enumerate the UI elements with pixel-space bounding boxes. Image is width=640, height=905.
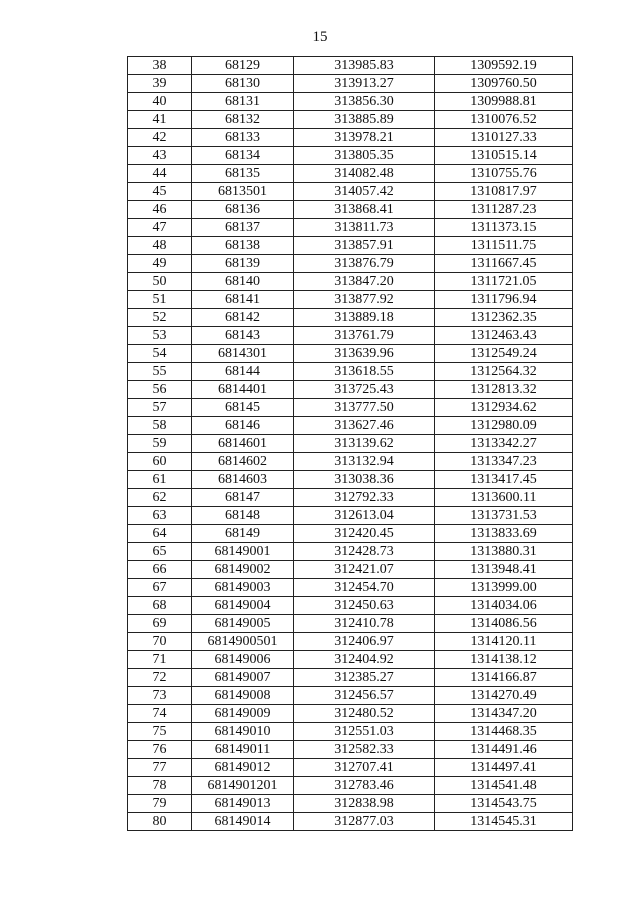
point-id-cell: 68139 (192, 255, 294, 273)
row-number-cell: 45 (128, 183, 192, 201)
row-number-cell: 68 (128, 597, 192, 615)
table-row (128, 669, 573, 687)
table-row (128, 327, 573, 345)
y-coordinate-cell: 1309592.19 (435, 57, 573, 75)
point-id-cell: 68138 (192, 237, 294, 255)
table-row (128, 687, 573, 705)
row-number-cell: 61 (128, 471, 192, 489)
y-coordinate-cell: 1314120.11 (435, 633, 573, 651)
table-row (128, 201, 573, 219)
x-coordinate-cell: 312792.33 (294, 489, 435, 507)
x-coordinate-cell: 313877.92 (294, 291, 435, 309)
table-row (128, 345, 573, 363)
y-coordinate-cell: 1314347.20 (435, 705, 573, 723)
point-id-cell: 68132 (192, 111, 294, 129)
table-row (128, 381, 573, 399)
y-coordinate-cell: 1311796.94 (435, 291, 573, 309)
row-number-cell: 44 (128, 165, 192, 183)
row-number-cell: 51 (128, 291, 192, 309)
table-row (128, 219, 573, 237)
point-id-cell: 68149001 (192, 543, 294, 561)
table-row (128, 363, 573, 381)
point-id-cell: 68131 (192, 93, 294, 111)
y-coordinate-cell: 1311511.75 (435, 237, 573, 255)
y-coordinate-cell: 1310076.52 (435, 111, 573, 129)
row-number-cell: 67 (128, 579, 192, 597)
table-row (128, 57, 573, 75)
table-row (128, 255, 573, 273)
table-row (128, 597, 573, 615)
y-coordinate-cell: 1310127.33 (435, 129, 573, 147)
row-number-cell: 49 (128, 255, 192, 273)
table-row (128, 237, 573, 255)
point-id-cell: 68149013 (192, 795, 294, 813)
y-coordinate-cell: 1309760.50 (435, 75, 573, 93)
point-id-cell: 68136 (192, 201, 294, 219)
x-coordinate-cell: 313777.50 (294, 399, 435, 417)
y-coordinate-cell: 1312463.43 (435, 327, 573, 345)
x-coordinate-cell: 312783.46 (294, 777, 435, 795)
point-id-cell: 68135 (192, 165, 294, 183)
point-id-cell: 68149005 (192, 615, 294, 633)
y-coordinate-cell: 1312549.24 (435, 345, 573, 363)
row-number-cell: 63 (128, 507, 192, 525)
point-id-cell: 6814601 (192, 435, 294, 453)
row-number-cell: 73 (128, 687, 192, 705)
point-id-cell: 6814401 (192, 381, 294, 399)
point-id-cell: 68149007 (192, 669, 294, 687)
row-number-cell: 42 (128, 129, 192, 147)
table-row (128, 813, 573, 831)
row-number-cell: 72 (128, 669, 192, 687)
point-id-cell: 68149004 (192, 597, 294, 615)
y-coordinate-cell: 1314270.49 (435, 687, 573, 705)
y-coordinate-cell: 1312934.62 (435, 399, 573, 417)
row-number-cell: 39 (128, 75, 192, 93)
table-row (128, 705, 573, 723)
table-row (128, 129, 573, 147)
table-row (128, 183, 573, 201)
y-coordinate-cell: 1312362.35 (435, 309, 573, 327)
table-row (128, 435, 573, 453)
table-row (128, 291, 573, 309)
x-coordinate-cell: 314082.48 (294, 165, 435, 183)
point-id-cell: 68144 (192, 363, 294, 381)
point-id-cell: 6814901201 (192, 777, 294, 795)
table-row (128, 615, 573, 633)
x-coordinate-cell: 312428.73 (294, 543, 435, 561)
y-coordinate-cell: 1314545.31 (435, 813, 573, 831)
point-id-cell: 68145 (192, 399, 294, 417)
table-row (128, 723, 573, 741)
x-coordinate-cell: 313639.96 (294, 345, 435, 363)
row-number-cell: 65 (128, 543, 192, 561)
point-id-cell: 68146 (192, 417, 294, 435)
y-coordinate-cell: 1312980.09 (435, 417, 573, 435)
y-coordinate-cell: 1310515.14 (435, 147, 573, 165)
table-row (128, 561, 573, 579)
row-number-cell: 69 (128, 615, 192, 633)
table-row (128, 489, 573, 507)
y-coordinate-cell: 1313999.00 (435, 579, 573, 597)
point-id-cell: 6813501 (192, 183, 294, 201)
coordinates-table (127, 56, 573, 831)
y-coordinate-cell: 1314034.06 (435, 597, 573, 615)
y-coordinate-cell: 1313948.41 (435, 561, 573, 579)
x-coordinate-cell: 313038.36 (294, 471, 435, 489)
coordinates-table-body (128, 57, 573, 831)
table-row (128, 777, 573, 795)
point-id-cell: 68149002 (192, 561, 294, 579)
point-id-cell: 6814900501 (192, 633, 294, 651)
y-coordinate-cell: 1313417.45 (435, 471, 573, 489)
row-number-cell: 41 (128, 111, 192, 129)
row-number-cell: 62 (128, 489, 192, 507)
y-coordinate-cell: 1314138.12 (435, 651, 573, 669)
y-coordinate-cell: 1311373.15 (435, 219, 573, 237)
x-coordinate-cell: 313805.35 (294, 147, 435, 165)
point-id-cell: 68149009 (192, 705, 294, 723)
table-row (128, 399, 573, 417)
x-coordinate-cell: 313885.89 (294, 111, 435, 129)
point-id-cell: 68149003 (192, 579, 294, 597)
row-number-cell: 79 (128, 795, 192, 813)
point-id-cell: 68149012 (192, 759, 294, 777)
table-row (128, 651, 573, 669)
point-id-cell: 68142 (192, 309, 294, 327)
row-number-cell: 59 (128, 435, 192, 453)
row-number-cell: 57 (128, 399, 192, 417)
x-coordinate-cell: 313627.46 (294, 417, 435, 435)
y-coordinate-cell: 1313833.69 (435, 525, 573, 543)
row-number-cell: 75 (128, 723, 192, 741)
table-row (128, 147, 573, 165)
table-row (128, 795, 573, 813)
point-id-cell: 6814602 (192, 453, 294, 471)
x-coordinate-cell: 312877.03 (294, 813, 435, 831)
point-id-cell: 68134 (192, 147, 294, 165)
table-row (128, 633, 573, 651)
point-id-cell: 68148 (192, 507, 294, 525)
point-id-cell: 6814603 (192, 471, 294, 489)
row-number-cell: 50 (128, 273, 192, 291)
point-id-cell: 68149010 (192, 723, 294, 741)
x-coordinate-cell: 313889.18 (294, 309, 435, 327)
table-row (128, 525, 573, 543)
y-coordinate-cell: 1314543.75 (435, 795, 573, 813)
table-row (128, 507, 573, 525)
row-number-cell: 46 (128, 201, 192, 219)
x-coordinate-cell: 312385.27 (294, 669, 435, 687)
point-id-cell: 68149 (192, 525, 294, 543)
point-id-cell: 68140 (192, 273, 294, 291)
point-id-cell: 68149006 (192, 651, 294, 669)
x-coordinate-cell: 312410.78 (294, 615, 435, 633)
row-number-cell: 54 (128, 345, 192, 363)
y-coordinate-cell: 1313342.27 (435, 435, 573, 453)
row-number-cell: 77 (128, 759, 192, 777)
table-row (128, 417, 573, 435)
x-coordinate-cell: 313856.30 (294, 93, 435, 111)
y-coordinate-cell: 1312813.32 (435, 381, 573, 399)
point-id-cell: 68129 (192, 57, 294, 75)
row-number-cell: 40 (128, 93, 192, 111)
row-number-cell: 76 (128, 741, 192, 759)
x-coordinate-cell: 313618.55 (294, 363, 435, 381)
y-coordinate-cell: 1313880.31 (435, 543, 573, 561)
point-id-cell: 68130 (192, 75, 294, 93)
row-number-cell: 60 (128, 453, 192, 471)
point-id-cell: 68149014 (192, 813, 294, 831)
y-coordinate-cell: 1314541.48 (435, 777, 573, 795)
point-id-cell: 68141 (192, 291, 294, 309)
x-coordinate-cell: 313913.27 (294, 75, 435, 93)
y-coordinate-cell: 1313600.11 (435, 489, 573, 507)
y-coordinate-cell: 1311287.23 (435, 201, 573, 219)
point-id-cell: 68143 (192, 327, 294, 345)
row-number-cell: 70 (128, 633, 192, 651)
x-coordinate-cell: 312582.33 (294, 741, 435, 759)
y-coordinate-cell: 1314166.87 (435, 669, 573, 687)
table-row (128, 741, 573, 759)
y-coordinate-cell: 1310817.97 (435, 183, 573, 201)
row-number-cell: 78 (128, 777, 192, 795)
x-coordinate-cell: 313868.41 (294, 201, 435, 219)
y-coordinate-cell: 1312564.32 (435, 363, 573, 381)
y-coordinate-cell: 1309988.81 (435, 93, 573, 111)
point-id-cell: 68149011 (192, 741, 294, 759)
row-number-cell: 66 (128, 561, 192, 579)
table-row (128, 309, 573, 327)
row-number-cell: 43 (128, 147, 192, 165)
point-id-cell: 68147 (192, 489, 294, 507)
page-number: 15 (312, 29, 328, 45)
row-number-cell: 56 (128, 381, 192, 399)
table-row (128, 453, 573, 471)
table-row (128, 165, 573, 183)
row-number-cell: 74 (128, 705, 192, 723)
row-number-cell: 71 (128, 651, 192, 669)
x-coordinate-cell: 312404.92 (294, 651, 435, 669)
y-coordinate-cell: 1311667.45 (435, 255, 573, 273)
x-coordinate-cell: 313847.20 (294, 273, 435, 291)
x-coordinate-cell: 313811.73 (294, 219, 435, 237)
row-number-cell: 47 (128, 219, 192, 237)
y-coordinate-cell: 1310755.76 (435, 165, 573, 183)
x-coordinate-cell: 312456.57 (294, 687, 435, 705)
table-row (128, 759, 573, 777)
point-id-cell: 68133 (192, 129, 294, 147)
x-coordinate-cell: 312613.04 (294, 507, 435, 525)
x-coordinate-cell: 312838.98 (294, 795, 435, 813)
x-coordinate-cell: 312480.52 (294, 705, 435, 723)
row-number-cell: 53 (128, 327, 192, 345)
y-coordinate-cell: 1313731.53 (435, 507, 573, 525)
x-coordinate-cell: 313985.83 (294, 57, 435, 75)
y-coordinate-cell: 1314086.56 (435, 615, 573, 633)
x-coordinate-cell: 313978.21 (294, 129, 435, 147)
point-id-cell: 6814301 (192, 345, 294, 363)
x-coordinate-cell: 312420.45 (294, 525, 435, 543)
y-coordinate-cell: 1314468.35 (435, 723, 573, 741)
row-number-cell: 48 (128, 237, 192, 255)
row-number-cell: 58 (128, 417, 192, 435)
x-coordinate-cell: 313132.94 (294, 453, 435, 471)
table-row (128, 543, 573, 561)
y-coordinate-cell: 1314491.46 (435, 741, 573, 759)
table-row (128, 471, 573, 489)
table-row (128, 93, 573, 111)
table-row (128, 579, 573, 597)
row-number-cell: 80 (128, 813, 192, 831)
x-coordinate-cell: 314057.42 (294, 183, 435, 201)
row-number-cell: 52 (128, 309, 192, 327)
x-coordinate-cell: 312707.41 (294, 759, 435, 777)
y-coordinate-cell: 1313347.23 (435, 453, 573, 471)
x-coordinate-cell: 312454.70 (294, 579, 435, 597)
x-coordinate-cell: 312406.97 (294, 633, 435, 651)
table-row (128, 75, 573, 93)
y-coordinate-cell: 1314497.41 (435, 759, 573, 777)
x-coordinate-cell: 312551.03 (294, 723, 435, 741)
x-coordinate-cell: 313876.79 (294, 255, 435, 273)
row-number-cell: 55 (128, 363, 192, 381)
x-coordinate-cell: 312450.63 (294, 597, 435, 615)
x-coordinate-cell: 313761.79 (294, 327, 435, 345)
x-coordinate-cell: 313139.62 (294, 435, 435, 453)
x-coordinate-cell: 313725.43 (294, 381, 435, 399)
y-coordinate-cell: 1311721.05 (435, 273, 573, 291)
table-row (128, 111, 573, 129)
point-id-cell: 68149008 (192, 687, 294, 705)
table-row (128, 273, 573, 291)
x-coordinate-cell: 312421.07 (294, 561, 435, 579)
row-number-cell: 64 (128, 525, 192, 543)
x-coordinate-cell: 313857.91 (294, 237, 435, 255)
row-number-cell: 38 (128, 57, 192, 75)
point-id-cell: 68137 (192, 219, 294, 237)
